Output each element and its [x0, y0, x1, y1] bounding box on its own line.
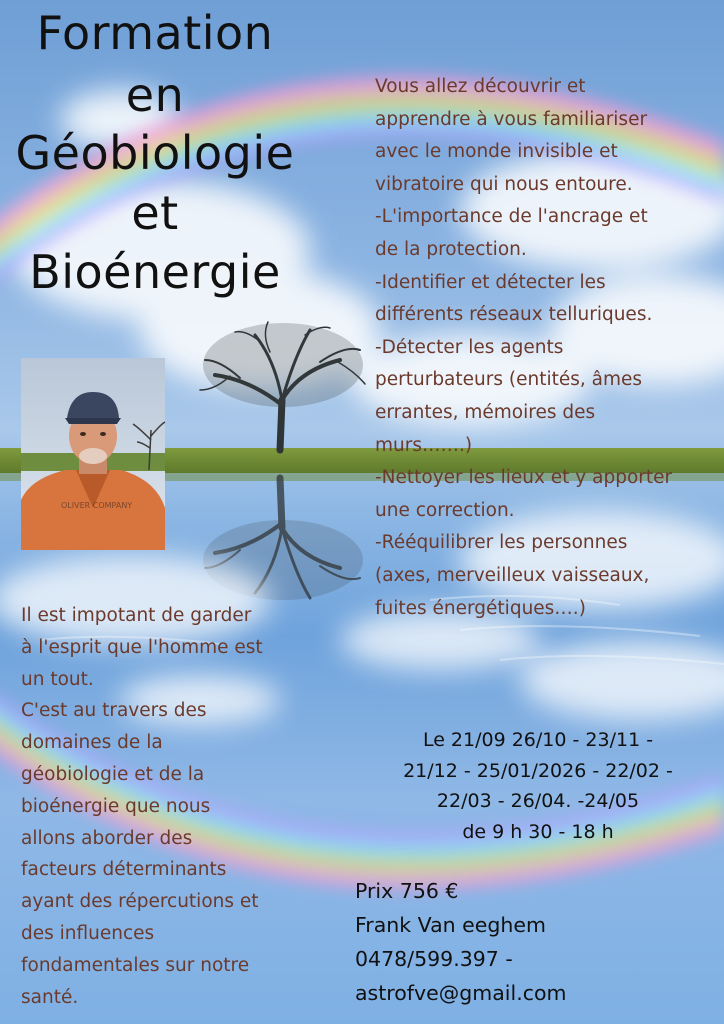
intro-line: un tout.: [21, 668, 94, 690]
program-line: errantes, mémoires des: [375, 401, 596, 423]
schedule-dates-line-3: 22/03 - 26/04. -24/05: [436, 790, 640, 812]
intro-line: C'est au travers des: [21, 700, 207, 722]
program-line: apprendre à vous familiariser: [375, 108, 648, 130]
title-line-1: Formation: [36, 6, 274, 60]
schedule-dates-line-2: 21/12 - 25/01/2026 - 22/02 -: [403, 759, 673, 782]
program-line: -Détecter les agents: [375, 336, 564, 358]
program-line: avec le monde invisible et: [375, 141, 618, 163]
program-line: -L'importance de l'ancrage et: [375, 206, 648, 228]
program-line: différents réseaux telluriques.: [375, 304, 653, 326]
program-line: vibratoire qui nous entoure.: [375, 173, 633, 195]
schedule-hours: de 9 h 30 - 18 h: [462, 820, 614, 843]
portrait-photo: [21, 358, 165, 550]
program-text: [375, 71, 720, 625]
intro-line: à l'esprit que l'homme est: [21, 636, 263, 658]
intro-line: facteurs déterminants: [21, 859, 227, 881]
contact-phone: 0478/599.397 -: [355, 947, 513, 971]
intro-line: santé.: [21, 986, 79, 1008]
tree-crown: [203, 323, 363, 407]
intro-line: ayant des répercutions et: [21, 891, 259, 913]
program-line: murs…….): [375, 434, 473, 456]
intro-line: géobiologie et de la: [21, 763, 205, 785]
svg-text:OLIVER COMPANY: OLIVER COMPANY: [61, 501, 133, 510]
intro-line: allons aborder des: [21, 827, 193, 849]
contact-name: Frank Van eeghem: [355, 913, 546, 937]
contact-block: [355, 874, 567, 1010]
price: Prix 756 €: [355, 879, 459, 903]
title-line-3: Géobiologie: [15, 126, 295, 180]
schedule-dates-line-1: Le 21/09 26/10 - 23/11 -: [422, 729, 654, 751]
intro-text: [21, 600, 321, 1013]
intro-line: des influences: [21, 922, 155, 944]
program-line: une correction.: [375, 499, 515, 521]
program-line: -Identifier et détecter les: [375, 271, 606, 293]
program-line: Vous allez découvrir et: [375, 76, 586, 97]
intro-line: bioénergie que nous: [21, 795, 211, 817]
title-line-5: Bioénergie: [29, 245, 281, 299]
program-line: -Nettoyer les lieux et y apporter: [375, 467, 673, 489]
program-line: -Rééquilibrer les personnes: [375, 532, 628, 554]
program-line: (axes, merveilleux vaisseaux,: [375, 564, 650, 586]
intro-line: domaines de la: [21, 732, 163, 754]
program-line: perturbateurs (entités, âmes: [375, 369, 643, 391]
title-line-2: en: [125, 68, 185, 122]
intro-line: fondamentales sur notre: [21, 954, 250, 976]
contact-email: astrofve@gmail.com: [355, 981, 567, 1005]
title-line-4: et: [131, 186, 179, 240]
intro-line: Il est impotant de garder: [21, 605, 252, 626]
program-line: de la protection.: [375, 238, 527, 260]
schedule: [352, 725, 724, 847]
program-line: fuites énergétiques….): [375, 597, 586, 619]
